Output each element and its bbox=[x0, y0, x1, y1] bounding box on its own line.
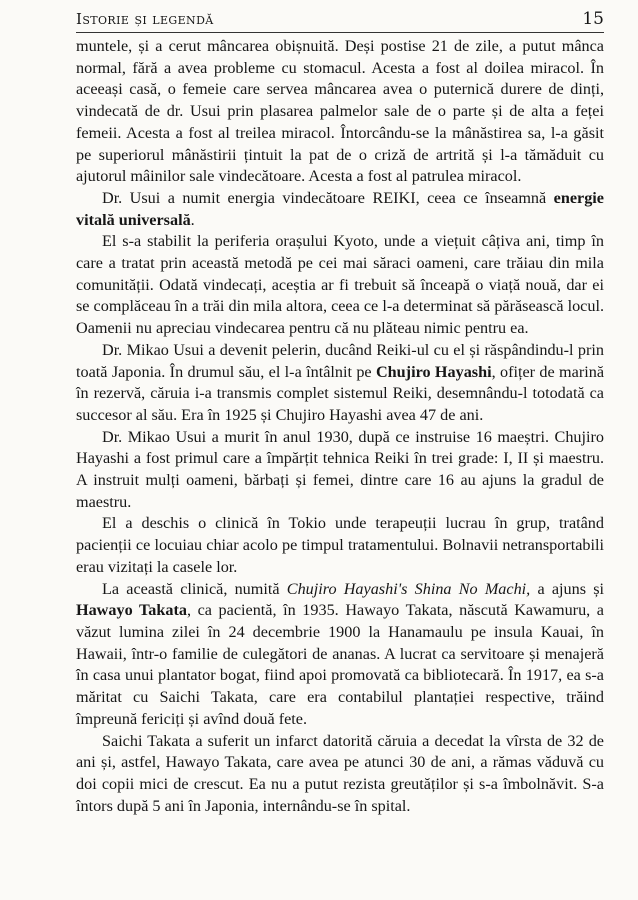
bold-term: energie vitală universală bbox=[76, 188, 604, 229]
paragraph bbox=[76, 188, 604, 231]
text-run: . bbox=[190, 210, 195, 229]
paragraph bbox=[76, 427, 604, 514]
page-body bbox=[76, 36, 604, 817]
text-run: La această clinică, numită bbox=[102, 579, 287, 598]
text-run: , ofițer de marină în rezervă, căruia i-a transmis complet sistemul Reiki, desemnându-l totodată ca succesor al său. Era în 1925 și Chujiro Hayashi avea 47 de ani. bbox=[76, 362, 605, 424]
text-run: Dr. Mikao Usui a devenit pelerin, ducând Reiki-ul cu el și răspândindu-l prin toată Japonia. În drumul său, el l-a întâlnit pe bbox=[76, 340, 604, 381]
running-title: Istorie și legendă bbox=[76, 10, 214, 28]
text-run: , ca pacientă, în 1935. Hawayo Takata, născută Kawamuru, a văzut lumina zilei în 24 decembrie 1900 la Hanamaulu pe insula Kauai, în Hawaii, într-o familie de culegători de ananas. A lucrat ca servitoare și menajeră în casa unui plantator bogat, fiind apoi promovată ca bibliotecară. În 1917, ea s-a măritat cu Saichi Takata, care era contabilul plantației respective, trăind împreună fericiți și avînd două fete. bbox=[76, 601, 604, 728]
text-run: Saichi Takata a suferit un infarct datorită căruia a decedat la vîrsta de 32 de ani și, astfel, Hawayo Takata, care avea pe atunci 30 de ani, a rămas văduvă cu doi copii mici de crescut. Ea nu a putut rezista greutăților și s-a îmbolnăvit. S-a întors după 5 ani în Japonia, internându-se în spital. bbox=[76, 731, 604, 815]
italic-term: Chujiro Hayashi's Shina No Machi, bbox=[286, 579, 531, 598]
paragraph bbox=[76, 579, 604, 731]
text-run: El a deschis o clinică în Tokio unde terapeuții lucrau în grup, tratând pacienții ce locuiau chiar acolo pe timpul tratamentului. Bolnavii netransportabili erau vizitați la casele lor. bbox=[76, 514, 604, 576]
paragraph bbox=[76, 231, 604, 340]
text-run: El s-a stabilit la periferia orașului Kyoto, unde a viețuit câțiva ani, timp în care a tratat prin această metodă pe cei mai săraci oameni, care trăiau din mila comunității. Odată vindecați, aceștia ar fi trebuit să înceapă o viață nouă, dar ei se complăceau în a trăi din mila altora, ceea ce l-a determinat să părăsească locul. Oamenii nu apreciau vindecarea pentru că nu plăteau nimic pentru ea. bbox=[76, 232, 604, 338]
paragraph bbox=[76, 36, 604, 188]
page-number: 15 bbox=[582, 9, 604, 29]
paragraph bbox=[76, 340, 604, 427]
text-run: muntele, și a cerut mâncarea obișnuită. Deși postise 21 de zile, a putut mânca normal, fără a avea probleme cu stomacul. Acesta a fost al doilea miracol. În aceeași casă, o femeie care servea mâncarea avea o puternică durere de dinți, vindecată de dr. Usui prin plasarea palmelor sale de o parte și de alta a feței femeii. Acesta a fost al treilea miracol. Întorcându-se la mânăstirea sa, l-a găsit pe superiorul mânăstirii țintuit la pat de o criză de artrită și l-a tămăduit cu ajutorul mâinilor sale vindecătoare. Acesta a fost al patrulea miracol. bbox=[76, 37, 604, 186]
bold-term: Chujiro Hayashi bbox=[375, 362, 492, 381]
paragraph bbox=[76, 513, 604, 578]
text-run: a ajuns și bbox=[530, 579, 604, 598]
text-run: Dr. Usui a numit energia vindecătoare REIKI, ceea ce înseamnă bbox=[102, 188, 554, 207]
text-run: Dr. Mikao Usui a murit în anul 1930, după ce instruise 16 maeștri. Chujiro Hayashi a fost primul care a împărțit tehnica Reiki în trei grade: I, II și maestru. A instruit mulți oameni, bărbați și femei, dintre care 16 au ajuns la gradul de maestru. bbox=[76, 427, 604, 511]
bold-term: Hawayo Takata bbox=[76, 601, 187, 620]
page-header bbox=[76, 8, 604, 33]
paragraph bbox=[76, 731, 604, 818]
